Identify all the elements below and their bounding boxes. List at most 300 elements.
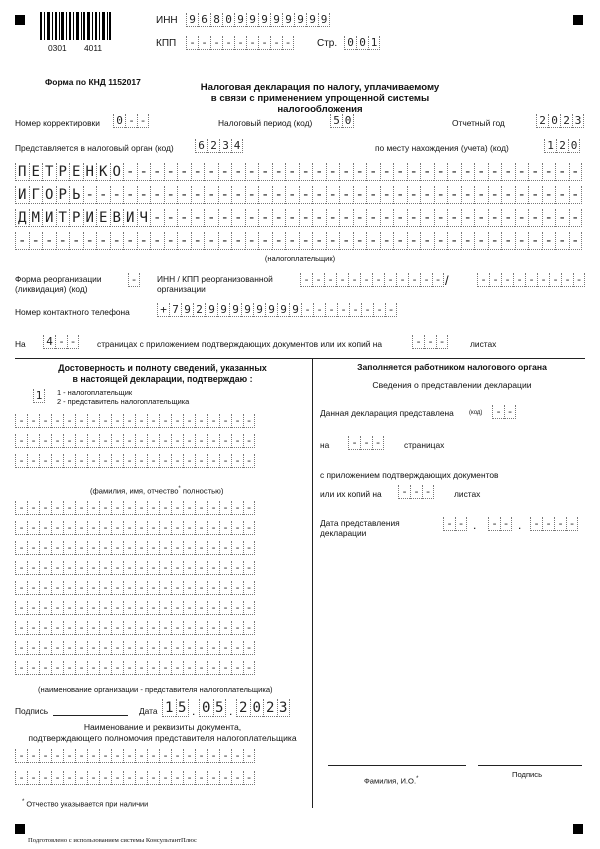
fio-line-1-cell: - [27, 414, 39, 428]
taxpayer-name-line-2-cell: - [258, 186, 272, 204]
org-line-7[interactable] [15, 621, 255, 635]
taxpayer-name-line-4-cell: - [407, 232, 421, 250]
authority-label: Представляется в налоговый орган (код) [15, 143, 174, 153]
authority-doc-line-1-cell: - [135, 749, 147, 763]
reorg-inn-field-cell: - [432, 273, 444, 287]
officer-pages-field[interactable] [348, 436, 384, 450]
taxpayer-name-line-4-cell: - [542, 232, 556, 250]
fio-line-2-cell: - [135, 434, 147, 448]
org-line-6[interactable] [15, 601, 255, 615]
taxpayer-name-line-3-cell: Ч [137, 209, 151, 227]
org-line-9-cell: - [51, 661, 63, 675]
taxpayer-name-line-1-cell: Н [83, 163, 97, 181]
on-label: на [320, 440, 330, 450]
org-line-5[interactable] [15, 581, 255, 595]
correction-field-cell: - [125, 114, 137, 128]
taxpayer-name-line-1-cell: - [272, 163, 286, 181]
org-line-7-cell: - [63, 621, 75, 635]
org-line-8-cell: - [195, 641, 207, 655]
org-line-5-cell: - [183, 581, 195, 595]
taxpayer-name-line-2-cell: - [137, 186, 151, 204]
reorg-inn-field-cell: - [324, 273, 336, 287]
taxpayer-name-line-4-cell: - [380, 232, 394, 250]
column-divider [312, 358, 313, 808]
barcode [40, 12, 112, 52]
kpp-field[interactable] [186, 36, 294, 50]
attach-count-field-cell: - [436, 335, 448, 349]
authority-doc-line-2-cell: - [171, 771, 183, 785]
fio-line-3-cell: - [27, 454, 39, 468]
taxpayer-name-line-2[interactable] [15, 186, 582, 204]
signature-line[interactable] [53, 715, 128, 716]
inn-field-cell: 9 [186, 13, 198, 27]
date-year-field-cell: 3 [277, 699, 291, 717]
inn-field-cell: 9 [270, 13, 282, 27]
fio-line-3[interactable] [15, 454, 255, 468]
taxpayer-name-line-3-cell: - [326, 209, 340, 227]
taxpayer-name-line-1-cell: - [569, 163, 583, 181]
org-line-3-cell: - [51, 541, 63, 555]
org-line-4-cell: - [111, 561, 123, 575]
org-line-2-cell: - [111, 521, 123, 535]
taxpayer-name-line-3-cell: - [218, 209, 232, 227]
reorg-inn-field-cell: - [348, 273, 360, 287]
org-line-5-cell: - [219, 581, 231, 595]
org-line-1-cell: - [135, 501, 147, 515]
taxpayer-name-line-3-cell: - [528, 209, 542, 227]
taxpayer-name-line-3-cell: - [299, 209, 313, 227]
fio-line-2-cell: - [123, 434, 135, 448]
reorg-inn-label [157, 274, 273, 294]
org-line-8-cell: - [171, 641, 183, 655]
org-line-3-cell: - [27, 541, 39, 555]
org-line-1-cell: - [147, 501, 159, 515]
org-line-7-cell: - [171, 621, 183, 635]
taxpayer-name-line-4-cell: - [245, 232, 259, 250]
org-line-6-cell: - [39, 601, 51, 615]
period-field[interactable] [330, 114, 354, 128]
org-line-1-cell: - [231, 501, 243, 515]
authority-doc-line-2-cell: - [123, 771, 135, 785]
taxpayer-name-line-3-cell: - [366, 209, 380, 227]
fio-line-1-cell: - [111, 414, 123, 428]
submission-year-field-cell: - [542, 517, 554, 531]
org-line-8-cell: - [99, 641, 111, 655]
org-line-7-cell: - [147, 621, 159, 635]
authority-doc-line-1-cell: - [207, 749, 219, 763]
org-line-6-cell: - [15, 601, 27, 615]
submission-day-field[interactable] [443, 517, 467, 531]
taxpayer-name-line-3-cell: - [245, 209, 259, 227]
fio-line-1-cell: - [207, 414, 219, 428]
taxpayer-name-line-1-cell: - [258, 163, 272, 181]
org-line-8-cell: - [63, 641, 75, 655]
authority-doc-line-1-cell: - [51, 749, 63, 763]
org-line-1-cell: - [123, 501, 135, 515]
date-year-field[interactable] [236, 699, 290, 717]
pages-count-field[interactable] [43, 335, 79, 349]
taxpayer-name-line-3-cell: - [555, 209, 569, 227]
org-line-1-cell: - [75, 501, 87, 515]
inn-field-cell: 9 [246, 13, 258, 27]
date-year-field-cell: 0 [250, 699, 264, 717]
org-line-3-cell: - [159, 541, 171, 555]
org-line-6-cell: - [63, 601, 75, 615]
page-label: Стр. [317, 38, 338, 49]
taxpayer-name-line-3-cell: - [204, 209, 218, 227]
reorg-slash: / [445, 273, 449, 288]
org-line-2[interactable] [15, 521, 255, 535]
org-caption: (наименование организации - представителя налогоплательщика) [38, 685, 273, 694]
phone-field[interactable] [157, 303, 397, 317]
taxpayer-name-line-1-cell: - [420, 163, 434, 181]
taxpayer-name-line-2-cell: - [434, 186, 448, 204]
phone-field-cell: - [301, 303, 313, 317]
taxpayer-name-line-2-cell: - [380, 186, 394, 204]
org-line-3-cell: - [111, 541, 123, 555]
taxpayer-name-line-1-cell: О [110, 163, 124, 181]
org-line-6-cell: - [135, 601, 147, 615]
date-day-field[interactable] [162, 699, 189, 717]
taxpayer-name-line-1-cell: - [353, 163, 367, 181]
inn-field[interactable] [186, 13, 330, 27]
authority-doc-line-2-cell: - [15, 771, 27, 785]
org-line-2-cell: - [135, 521, 147, 535]
fio-line-1-cell: - [99, 414, 111, 428]
taxpayer-name-line-3-cell: - [461, 209, 475, 227]
fio-line-2-cell: - [243, 434, 255, 448]
page-number-field-cell: 0 [344, 36, 356, 50]
page-number-field[interactable] [344, 36, 380, 50]
tax-officer-subheading: Сведения о представлении декларации [372, 380, 532, 390]
org-line-9-cell: - [231, 661, 243, 675]
submission-month-field-cell: - [500, 517, 512, 531]
year-field-cell: 0 [548, 114, 560, 128]
date-year-field-cell: 2 [236, 699, 250, 717]
taxpayer-name-line-1-cell: Е [29, 163, 43, 181]
taxpayer-name-line-3-cell: - [447, 209, 461, 227]
fio-line-2-cell: - [147, 434, 159, 448]
location-field-cell: 2 [556, 139, 568, 153]
org-line-5-cell: - [123, 581, 135, 595]
org-line-7-cell: - [39, 621, 51, 635]
officer-pages-field-cell: - [372, 436, 384, 450]
reorg-kpp-field-cell: - [561, 273, 573, 287]
taxpayer-name-line-1-cell: - [366, 163, 380, 181]
signer-options [57, 388, 189, 406]
reorg-form-label [15, 274, 102, 294]
org-line-7-cell: - [219, 621, 231, 635]
authority-doc-line-1-cell: - [219, 749, 231, 763]
location-label: по месту нахождения (учета) (код) [375, 143, 509, 153]
org-line-8-cell: - [159, 641, 171, 655]
org-line-9-cell: - [171, 661, 183, 675]
authority-doc-line-2-cell: - [159, 771, 171, 785]
officer-sheets-field-cell: - [398, 485, 410, 499]
authority-field-cell: 4 [231, 139, 243, 153]
authority-doc-line-1-cell: - [75, 749, 87, 763]
org-line-5-cell: - [231, 581, 243, 595]
officer-sheets-field[interactable] [398, 485, 434, 499]
taxpayer-name-line-3-cell: - [380, 209, 394, 227]
inn-field-cell: 9 [282, 13, 294, 27]
fio-line-3-cell: - [111, 454, 123, 468]
org-line-7-cell: - [195, 621, 207, 635]
corner-marker-bottom-right [573, 824, 583, 834]
taxpayer-name-line-3-cell: - [312, 209, 326, 227]
taxpayer-name-line-4-cell: - [393, 232, 407, 250]
confirm-heading [20, 363, 305, 385]
reorg-kpp-field-cell: - [477, 273, 489, 287]
authority-doc-line-2-cell: - [39, 771, 51, 785]
org-line-3-cell: - [219, 541, 231, 555]
submission-date-line2: декларации [320, 528, 367, 538]
fio-line-2[interactable] [15, 434, 255, 448]
taxpayer-name-line-1-cell: К [96, 163, 110, 181]
org-line-7-cell: - [75, 621, 87, 635]
org-line-5-cell: - [63, 581, 75, 595]
taxpayer-name-line-2-cell: - [407, 186, 421, 204]
page-number-field-cell: 0 [356, 36, 368, 50]
authority-doc-heading [15, 722, 310, 744]
attach-count-field[interactable] [412, 335, 448, 349]
or-copies-label: или их копий на [320, 489, 382, 499]
org-line-4-cell: - [243, 561, 255, 575]
barcode-icon [40, 12, 112, 40]
org-line-4-cell: - [99, 561, 111, 575]
reorg-kpp-field[interactable] [477, 273, 585, 287]
org-line-2-cell: - [183, 521, 195, 535]
taxpayer-name-line-1-cell: - [312, 163, 326, 181]
reorg-form-field[interactable] [128, 273, 140, 287]
taxpayer-name-line-4[interactable] [15, 232, 582, 250]
org-line-9-cell: - [135, 661, 147, 675]
org-line-2-cell: - [75, 521, 87, 535]
fio-line-3-cell: - [195, 454, 207, 468]
org-line-8-cell: - [135, 641, 147, 655]
location-field[interactable] [544, 139, 580, 153]
reorg-inn-field-cell: - [360, 273, 372, 287]
taxpayer-name-line-4-cell: - [218, 232, 232, 250]
org-line-1-cell: - [51, 501, 63, 515]
authority-doc-line-2-cell: - [63, 771, 75, 785]
correction-label: Номер корректировки [15, 118, 100, 128]
taxpayer-name-line-2-cell: - [150, 186, 164, 204]
submission-date-label [320, 518, 400, 538]
authority-doc-line-1-cell: - [123, 749, 135, 763]
org-line-7-cell: - [183, 621, 195, 635]
org-line-6-cell: - [183, 601, 195, 615]
form-knd: Форма по КНД 1152017 [45, 77, 141, 87]
date-dot-1: . [192, 704, 196, 718]
footnote [22, 797, 148, 809]
reorg-inn-field-cell: - [408, 273, 420, 287]
org-line-8-cell: - [111, 641, 123, 655]
taxpayer-name-line-1[interactable] [15, 163, 582, 181]
phone-field-cell: - [337, 303, 349, 317]
taxpayer-name-line-3[interactable] [15, 209, 582, 227]
authority-doc-line-2-cell: - [219, 771, 231, 785]
inn-field-cell: 9 [306, 13, 318, 27]
taxpayer-name-line-1-cell: - [488, 163, 502, 181]
phone-field-cell: 9 [217, 303, 229, 317]
officer-pages-field-cell: - [360, 436, 372, 450]
org-line-1[interactable] [15, 501, 255, 515]
date-year-field-cell: 2 [263, 699, 277, 717]
org-line-2-cell: - [195, 521, 207, 535]
fio-line-1-cell: - [159, 414, 171, 428]
org-line-5-cell: - [135, 581, 147, 595]
authority-doc-line-1-cell: - [15, 749, 27, 763]
taxpayer-name-line-3-cell: И [83, 209, 97, 227]
taxpayer-name-line-3-cell: Е [96, 209, 110, 227]
taxpayer-name-line-1-cell: - [515, 163, 529, 181]
org-line-4-cell: - [15, 561, 27, 575]
submission-year-field-cell: - [530, 517, 542, 531]
taxpayer-name-line-2-cell: - [177, 186, 191, 204]
phone-field-cell: 9 [265, 303, 277, 317]
fio-line-1-cell: - [63, 414, 75, 428]
org-line-9[interactable] [15, 661, 255, 675]
org-line-7-cell: - [15, 621, 27, 635]
org-line-4[interactable] [15, 561, 255, 575]
org-line-3-cell: - [171, 541, 183, 555]
authority-doc-line-2-cell: - [243, 771, 255, 785]
pages-on-label: На [15, 339, 26, 349]
submission-day-field-cell: - [455, 517, 467, 531]
authority-doc-line2: подтверждающего полномочия представителя налогоплательщика [28, 733, 297, 743]
taxpayer-name-line-1-cell: - [447, 163, 461, 181]
org-line-4-cell: - [219, 561, 231, 575]
inn-field-cell: 9 [234, 13, 246, 27]
org-line-3-cell: - [147, 541, 159, 555]
pages-middle-text: страницах с приложением подтверждающих документов или их копий на [97, 339, 383, 349]
org-line-9-cell: - [111, 661, 123, 675]
kpp-field-cell: - [282, 36, 294, 50]
taxpayer-name-line-4-cell: - [420, 232, 434, 250]
date-month-field-cell: 5 [213, 699, 227, 717]
org-line-3-cell: - [207, 541, 219, 555]
fio-line-1[interactable] [15, 414, 255, 428]
taxpayer-name-line-3-cell: - [501, 209, 515, 227]
fio-line-3-cell: - [183, 454, 195, 468]
org-line-3-cell: - [183, 541, 195, 555]
taxpayer-name-line-1-cell: - [150, 163, 164, 181]
org-line-8[interactable] [15, 641, 255, 655]
org-line-6-cell: - [75, 601, 87, 615]
org-line-3-cell: - [63, 541, 75, 555]
taxpayer-name-line-3-cell: В [110, 209, 124, 227]
fio-line-3-cell: - [39, 454, 51, 468]
taxpayer-name-line-4-cell: - [137, 232, 151, 250]
org-line-6-cell: - [219, 601, 231, 615]
authority-doc-line-2-cell: - [51, 771, 63, 785]
fio-line-1-cell: - [183, 414, 195, 428]
taxpayer-name-line-4-cell: - [258, 232, 272, 250]
taxpayer-name-line-2-cell: - [326, 186, 340, 204]
taxpayer-name-line-2-cell: - [366, 186, 380, 204]
period-label: Налоговый период (код) [218, 118, 313, 128]
taxpayer-name-line-3-cell: - [407, 209, 421, 227]
officer-signature-line[interactable] [478, 765, 582, 766]
form-title-line1: Налоговая декларация по налогу, уплачиваемому [200, 82, 440, 93]
fio-line-3-cell: - [135, 454, 147, 468]
phone-field-cell: 9 [229, 303, 241, 317]
kpp-field-cell: - [246, 36, 258, 50]
org-line-7-cell: - [135, 621, 147, 635]
org-line-3[interactable] [15, 541, 255, 555]
authority-field[interactable] [195, 139, 243, 153]
org-line-3-cell: - [243, 541, 255, 555]
submitted-code-field[interactable] [492, 405, 516, 419]
taxpayer-name-line-3-cell: - [353, 209, 367, 227]
authority-doc-line-2-cell: - [135, 771, 147, 785]
authority-doc-line-2-cell: - [147, 771, 159, 785]
taxpayer-name-line-2-cell: - [461, 186, 475, 204]
authority-doc-line-1[interactable] [15, 749, 255, 763]
taxpayer-caption: (налогоплательщик) [264, 254, 336, 263]
org-line-7-cell: - [159, 621, 171, 635]
org-line-4-cell: - [39, 561, 51, 575]
officer-fio-line[interactable] [328, 765, 466, 766]
year-field[interactable] [536, 114, 584, 128]
taxpayer-name-line-4-cell: - [177, 232, 191, 250]
org-line-7-cell: - [27, 621, 39, 635]
reorg-inn-field-cell: - [420, 273, 432, 287]
phone-field-cell: - [349, 303, 361, 317]
taxpayer-name-line-4-cell: - [326, 232, 340, 250]
correction-field[interactable] [113, 114, 149, 128]
org-line-4-cell: - [75, 561, 87, 575]
taxpayer-name-line-2-cell: О [42, 186, 56, 204]
fio-line-1-cell: - [15, 414, 27, 428]
reorg-inn-field[interactable] [300, 273, 444, 287]
org-line-4-cell: - [183, 561, 195, 575]
taxpayer-name-line-2-cell: Р [56, 186, 70, 204]
fio-line-2-cell: - [159, 434, 171, 448]
org-line-3-cell: - [99, 541, 111, 555]
org-line-5-cell: - [111, 581, 123, 595]
org-line-9-cell: - [243, 661, 255, 675]
taxpayer-name-line-1-cell: Е [69, 163, 83, 181]
submission-month-field[interactable] [488, 517, 512, 531]
kpp-field-cell: - [234, 36, 246, 50]
org-line-9-cell: - [207, 661, 219, 675]
org-line-8-cell: - [123, 641, 135, 655]
submission-year-field[interactable] [530, 517, 578, 531]
taxpayer-name-line-4-cell: - [299, 232, 313, 250]
taxpayer-name-line-4-cell: - [461, 232, 475, 250]
authority-field-cell: 3 [219, 139, 231, 153]
org-line-9-cell: - [27, 661, 39, 675]
fio-line-3-cell: - [15, 454, 27, 468]
officer-fio-text: Фамилия, И.О. [364, 776, 417, 786]
taxpayer-name-line-1-cell: П [15, 163, 29, 181]
signer-code-field[interactable] [33, 389, 45, 403]
taxpayer-name-line-3-cell: - [515, 209, 529, 227]
reorg-kpp-field-cell: - [513, 273, 525, 287]
location-field-cell: 0 [568, 139, 580, 153]
date-month-field[interactable] [199, 699, 226, 717]
authority-doc-line-2[interactable] [15, 771, 255, 785]
fio-line-2-cell: - [231, 434, 243, 448]
org-line-6-cell: - [243, 601, 255, 615]
phone-field-cell: - [313, 303, 325, 317]
authority-doc-line-2-cell: - [27, 771, 39, 785]
org-line-2-cell: - [243, 521, 255, 535]
org-line-5-cell: - [99, 581, 111, 595]
org-line-8-cell: - [243, 641, 255, 655]
